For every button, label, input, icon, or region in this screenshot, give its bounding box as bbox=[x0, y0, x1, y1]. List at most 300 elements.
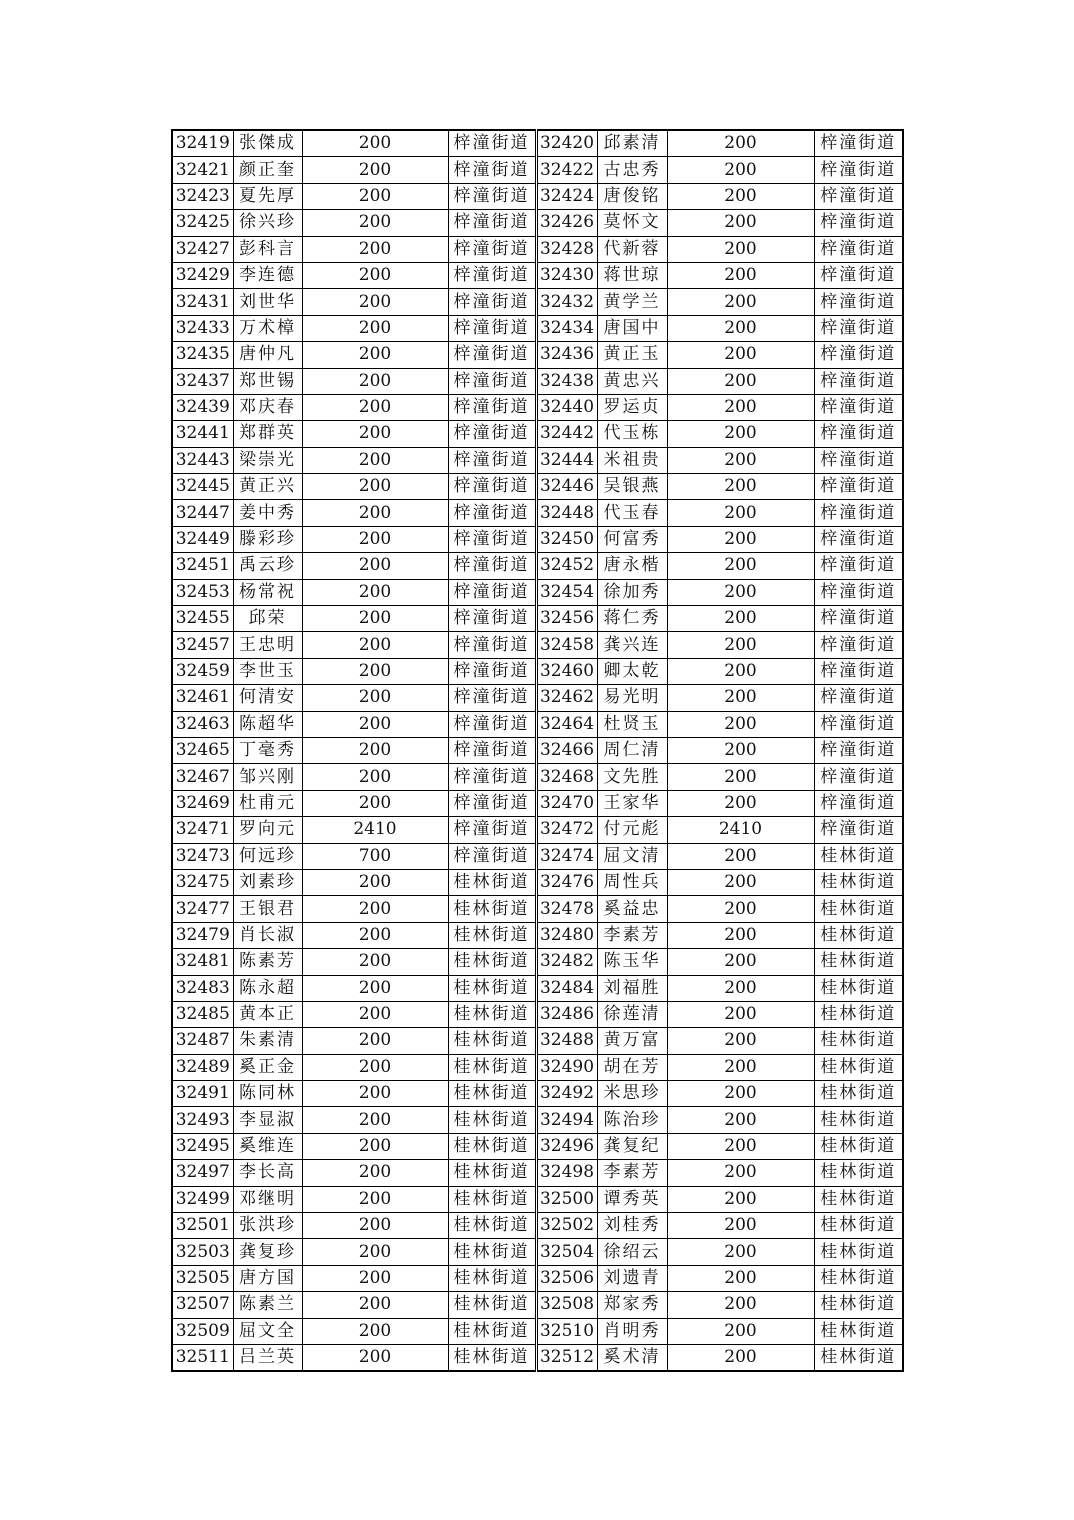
street-office-cell: 桂林街道 bbox=[448, 1054, 536, 1080]
amount-cell: 200 bbox=[667, 579, 814, 605]
table-row bbox=[172, 1265, 903, 1291]
person-name-cell: 滕彩珍 bbox=[233, 526, 302, 552]
person-name-cell: 黄正兴 bbox=[233, 474, 302, 500]
person-name-cell: 朱素清 bbox=[233, 1028, 302, 1054]
amount-cell: 200 bbox=[667, 975, 814, 1001]
amount-cell: 200 bbox=[302, 1344, 448, 1371]
street-office-cell: 梓潼街道 bbox=[448, 315, 536, 341]
person-name-cell: 李显淑 bbox=[233, 1107, 302, 1133]
street-office-cell: 梓潼街道 bbox=[448, 421, 536, 447]
person-name-cell: 奚术清 bbox=[597, 1344, 667, 1371]
amount-cell: 200 bbox=[302, 289, 448, 315]
table-row bbox=[172, 1344, 903, 1371]
record-id-cell: 32460 bbox=[536, 658, 597, 684]
amount-cell: 200 bbox=[667, 1081, 814, 1107]
amount-cell: 200 bbox=[302, 869, 448, 895]
table-row bbox=[172, 421, 903, 447]
person-name-cell: 米祖贵 bbox=[597, 447, 667, 473]
record-id-cell: 32423 bbox=[172, 183, 233, 209]
street-office-cell: 梓潼街道 bbox=[448, 658, 536, 684]
person-name-cell: 丁毫秀 bbox=[233, 737, 302, 763]
person-name-cell: 奚维连 bbox=[233, 1133, 302, 1159]
street-office-cell: 梓潼街道 bbox=[814, 817, 903, 843]
amount-cell: 200 bbox=[302, 1213, 448, 1239]
record-id-cell: 32486 bbox=[536, 1001, 597, 1027]
record-id-cell: 32506 bbox=[536, 1265, 597, 1291]
amount-cell: 200 bbox=[302, 157, 448, 183]
amount-cell: 200 bbox=[302, 922, 448, 948]
table-row bbox=[172, 579, 903, 605]
street-office-cell: 桂林街道 bbox=[814, 1344, 903, 1371]
table-row bbox=[172, 606, 903, 632]
person-name-cell: 邓继明 bbox=[233, 1186, 302, 1212]
record-id-cell: 32474 bbox=[536, 843, 597, 869]
amount-cell: 200 bbox=[667, 1054, 814, 1080]
street-office-cell: 梓潼街道 bbox=[448, 632, 536, 658]
person-name-cell: 文先胜 bbox=[597, 764, 667, 790]
record-id-cell: 32447 bbox=[172, 500, 233, 526]
record-id-cell: 32426 bbox=[536, 210, 597, 236]
record-id-cell: 32503 bbox=[172, 1239, 233, 1265]
person-name-cell: 罗向元 bbox=[233, 817, 302, 843]
table-row bbox=[172, 1213, 903, 1239]
amount-cell: 200 bbox=[302, 1292, 448, 1318]
street-office-cell: 梓潼街道 bbox=[448, 262, 536, 288]
amount-cell: 200 bbox=[667, 553, 814, 579]
amount-cell: 200 bbox=[667, 896, 814, 922]
amount-cell: 200 bbox=[667, 1028, 814, 1054]
record-id-cell: 32473 bbox=[172, 843, 233, 869]
person-name-cell: 唐永楷 bbox=[597, 553, 667, 579]
street-office-cell: 梓潼街道 bbox=[814, 526, 903, 552]
amount-cell: 200 bbox=[302, 1160, 448, 1186]
record-id-cell: 32465 bbox=[172, 737, 233, 763]
street-office-cell: 桂林街道 bbox=[448, 1107, 536, 1133]
person-name-cell: 古忠秀 bbox=[597, 157, 667, 183]
record-id-cell: 32489 bbox=[172, 1054, 233, 1080]
amount-cell: 200 bbox=[302, 711, 448, 737]
record-id-cell: 32454 bbox=[536, 579, 597, 605]
record-id-cell: 32500 bbox=[536, 1186, 597, 1212]
record-id-cell: 32488 bbox=[536, 1028, 597, 1054]
amount-cell: 200 bbox=[302, 236, 448, 262]
person-name-cell: 张洪珍 bbox=[233, 1213, 302, 1239]
street-office-cell: 桂林街道 bbox=[448, 1318, 536, 1344]
document-page bbox=[171, 129, 904, 1372]
record-id-cell: 32445 bbox=[172, 474, 233, 500]
amount-cell: 200 bbox=[302, 183, 448, 209]
record-id-cell: 32493 bbox=[172, 1107, 233, 1133]
street-office-cell: 桂林街道 bbox=[448, 1081, 536, 1107]
amount-cell: 200 bbox=[667, 526, 814, 552]
person-name-cell: 黄学兰 bbox=[597, 289, 667, 315]
amount-cell: 200 bbox=[667, 737, 814, 763]
person-name-cell: 代玉春 bbox=[597, 500, 667, 526]
amount-cell: 200 bbox=[302, 210, 448, 236]
record-id-cell: 32501 bbox=[172, 1213, 233, 1239]
record-id-cell: 32432 bbox=[536, 289, 597, 315]
street-office-cell: 桂林街道 bbox=[814, 1160, 903, 1186]
person-name-cell: 代玉栋 bbox=[597, 421, 667, 447]
person-name-cell: 何清安 bbox=[233, 685, 302, 711]
person-name-cell: 卿太乾 bbox=[597, 658, 667, 684]
person-name-cell: 邓庆春 bbox=[233, 394, 302, 420]
amount-cell: 200 bbox=[302, 368, 448, 394]
street-office-cell: 桂林街道 bbox=[448, 1292, 536, 1318]
street-office-cell: 桂林街道 bbox=[814, 1081, 903, 1107]
record-id-cell: 32469 bbox=[172, 790, 233, 816]
record-id-cell: 32436 bbox=[536, 342, 597, 368]
street-office-cell: 梓潼街道 bbox=[448, 130, 536, 157]
street-office-cell: 桂林街道 bbox=[814, 1292, 903, 1318]
street-office-cell: 梓潼街道 bbox=[814, 685, 903, 711]
person-name-cell: 刘福胜 bbox=[597, 975, 667, 1001]
record-id-cell: 32442 bbox=[536, 421, 597, 447]
person-name-cell: 肖长淑 bbox=[233, 922, 302, 948]
table-row bbox=[172, 1186, 903, 1212]
record-id-cell: 32510 bbox=[536, 1318, 597, 1344]
amount-cell: 200 bbox=[302, 130, 448, 157]
amount-cell: 200 bbox=[667, 183, 814, 209]
table-row bbox=[172, 632, 903, 658]
record-id-cell: 32478 bbox=[536, 896, 597, 922]
person-name-cell: 颜正奎 bbox=[233, 157, 302, 183]
street-office-cell: 桂林街道 bbox=[448, 1133, 536, 1159]
street-office-cell: 桂林街道 bbox=[448, 1239, 536, 1265]
record-id-cell: 32494 bbox=[536, 1107, 597, 1133]
person-name-cell: 陈玉华 bbox=[597, 949, 667, 975]
amount-cell: 200 bbox=[667, 843, 814, 869]
amount-cell: 200 bbox=[302, 896, 448, 922]
table-row bbox=[172, 289, 903, 315]
record-id-cell: 32439 bbox=[172, 394, 233, 420]
street-office-cell: 桂林街道 bbox=[448, 1028, 536, 1054]
record-id-cell: 32425 bbox=[172, 210, 233, 236]
person-name-cell: 肖明秀 bbox=[597, 1318, 667, 1344]
street-office-cell: 桂林街道 bbox=[814, 1028, 903, 1054]
record-id-cell: 32496 bbox=[536, 1133, 597, 1159]
amount-cell: 200 bbox=[302, 553, 448, 579]
person-name-cell: 郑家秀 bbox=[597, 1292, 667, 1318]
amount-cell: 200 bbox=[667, 1213, 814, 1239]
person-name-cell: 陈同林 bbox=[233, 1081, 302, 1107]
amount-cell: 200 bbox=[302, 949, 448, 975]
person-name-cell: 黄本正 bbox=[233, 1001, 302, 1027]
record-id-cell: 32468 bbox=[536, 764, 597, 790]
table-row bbox=[172, 553, 903, 579]
person-name-cell: 陈素芳 bbox=[233, 949, 302, 975]
person-name-cell: 李世玉 bbox=[233, 658, 302, 684]
amount-cell: 200 bbox=[667, 368, 814, 394]
amount-cell: 200 bbox=[302, 737, 448, 763]
street-office-cell: 桂林街道 bbox=[814, 1133, 903, 1159]
amount-cell: 200 bbox=[302, 1028, 448, 1054]
person-name-cell: 刘素珍 bbox=[233, 869, 302, 895]
record-id-cell: 32441 bbox=[172, 421, 233, 447]
person-name-cell: 陈素兰 bbox=[233, 1292, 302, 1318]
record-id-cell: 32498 bbox=[536, 1160, 597, 1186]
record-id-cell: 32463 bbox=[172, 711, 233, 737]
amount-cell: 200 bbox=[667, 262, 814, 288]
amount-cell: 200 bbox=[302, 526, 448, 552]
amount-cell: 200 bbox=[667, 1292, 814, 1318]
record-id-cell: 32443 bbox=[172, 447, 233, 473]
table-row bbox=[172, 500, 903, 526]
street-office-cell: 梓潼街道 bbox=[448, 685, 536, 711]
record-id-cell: 32464 bbox=[536, 711, 597, 737]
record-id-cell: 32427 bbox=[172, 236, 233, 262]
street-office-cell: 梓潼街道 bbox=[814, 183, 903, 209]
amount-cell: 200 bbox=[667, 157, 814, 183]
amount-cell: 200 bbox=[667, 606, 814, 632]
person-name-cell: 陈超华 bbox=[233, 711, 302, 737]
table-row bbox=[172, 685, 903, 711]
table-row bbox=[172, 157, 903, 183]
amount-cell: 200 bbox=[667, 447, 814, 473]
street-office-cell: 梓潼街道 bbox=[814, 764, 903, 790]
amount-cell: 200 bbox=[302, 606, 448, 632]
record-id-cell: 32476 bbox=[536, 869, 597, 895]
person-name-cell: 徐绍云 bbox=[597, 1239, 667, 1265]
person-name-cell: 唐国中 bbox=[597, 315, 667, 341]
street-office-cell: 桂林街道 bbox=[814, 1239, 903, 1265]
person-name-cell: 杜甫元 bbox=[233, 790, 302, 816]
street-office-cell: 梓潼街道 bbox=[448, 606, 536, 632]
record-id-cell: 32455 bbox=[172, 606, 233, 632]
street-office-cell: 梓潼街道 bbox=[448, 526, 536, 552]
person-name-cell: 莫怀文 bbox=[597, 210, 667, 236]
person-name-cell: 徐加秀 bbox=[597, 579, 667, 605]
amount-cell: 200 bbox=[302, 1081, 448, 1107]
street-office-cell: 梓潼街道 bbox=[448, 342, 536, 368]
table-row bbox=[172, 474, 903, 500]
table-row bbox=[172, 1107, 903, 1133]
table-row bbox=[172, 658, 903, 684]
person-name-cell: 刘世华 bbox=[233, 289, 302, 315]
amount-cell: 200 bbox=[302, 474, 448, 500]
street-office-cell: 梓潼街道 bbox=[814, 658, 903, 684]
amount-cell: 200 bbox=[667, 790, 814, 816]
street-office-cell: 梓潼街道 bbox=[814, 606, 903, 632]
table-row bbox=[172, 1292, 903, 1318]
person-name-cell: 龚复纪 bbox=[597, 1133, 667, 1159]
amount-cell: 200 bbox=[302, 447, 448, 473]
record-id-cell: 32431 bbox=[172, 289, 233, 315]
amount-cell: 200 bbox=[302, 1318, 448, 1344]
record-id-cell: 32499 bbox=[172, 1186, 233, 1212]
record-id-cell: 32480 bbox=[536, 922, 597, 948]
street-office-cell: 桂林街道 bbox=[814, 975, 903, 1001]
record-id-cell: 32450 bbox=[536, 526, 597, 552]
amount-cell: 200 bbox=[667, 315, 814, 341]
person-name-cell: 吕兰英 bbox=[233, 1344, 302, 1371]
record-id-cell: 32487 bbox=[172, 1028, 233, 1054]
amount-cell: 200 bbox=[302, 1001, 448, 1027]
record-id-cell: 32505 bbox=[172, 1265, 233, 1291]
amount-cell: 200 bbox=[667, 342, 814, 368]
street-office-cell: 桂林街道 bbox=[448, 1001, 536, 1027]
amount-cell: 200 bbox=[302, 421, 448, 447]
amount-cell: 2410 bbox=[302, 817, 448, 843]
street-office-cell: 梓潼街道 bbox=[814, 157, 903, 183]
amount-cell: 200 bbox=[667, 1239, 814, 1265]
table-row bbox=[172, 817, 903, 843]
street-office-cell: 桂林街道 bbox=[448, 869, 536, 895]
amount-cell: 200 bbox=[302, 975, 448, 1001]
street-office-cell: 梓潼街道 bbox=[814, 130, 903, 157]
person-name-cell: 蒋仁秀 bbox=[597, 606, 667, 632]
amount-cell: 200 bbox=[667, 711, 814, 737]
street-office-cell: 桂林街道 bbox=[814, 949, 903, 975]
street-office-cell: 桂林街道 bbox=[814, 1318, 903, 1344]
record-id-cell: 32444 bbox=[536, 447, 597, 473]
person-name-cell: 王家华 bbox=[597, 790, 667, 816]
person-name-cell: 刘遗青 bbox=[597, 1265, 667, 1291]
person-name-cell: 付元彪 bbox=[597, 817, 667, 843]
amount-cell: 200 bbox=[302, 1265, 448, 1291]
record-id-cell: 32456 bbox=[536, 606, 597, 632]
table-row bbox=[172, 210, 903, 236]
amount-cell: 200 bbox=[302, 500, 448, 526]
record-id-cell: 32458 bbox=[536, 632, 597, 658]
person-name-cell: 杨常祝 bbox=[233, 579, 302, 605]
street-office-cell: 桂林街道 bbox=[814, 1054, 903, 1080]
person-name-cell: 李素芳 bbox=[597, 1160, 667, 1186]
table-row bbox=[172, 843, 903, 869]
table-row bbox=[172, 922, 903, 948]
street-office-cell: 梓潼街道 bbox=[448, 447, 536, 473]
amount-cell: 200 bbox=[667, 1160, 814, 1186]
table-row bbox=[172, 1160, 903, 1186]
amount-cell: 200 bbox=[667, 685, 814, 711]
street-office-cell: 梓潼街道 bbox=[448, 210, 536, 236]
record-id-cell: 32433 bbox=[172, 315, 233, 341]
record-id-cell: 32462 bbox=[536, 685, 597, 711]
person-name-cell: 邹兴刚 bbox=[233, 764, 302, 790]
table-row bbox=[172, 711, 903, 737]
record-id-cell: 32467 bbox=[172, 764, 233, 790]
person-name-cell: 王忠明 bbox=[233, 632, 302, 658]
record-id-cell: 32422 bbox=[536, 157, 597, 183]
amount-cell: 200 bbox=[302, 342, 448, 368]
street-office-cell: 梓潼街道 bbox=[448, 183, 536, 209]
person-name-cell: 代新蓉 bbox=[597, 236, 667, 262]
amount-cell: 2410 bbox=[667, 817, 814, 843]
street-office-cell: 梓潼街道 bbox=[448, 843, 536, 869]
amount-cell: 200 bbox=[302, 579, 448, 605]
record-id-cell: 32449 bbox=[172, 526, 233, 552]
record-id-cell: 32491 bbox=[172, 1081, 233, 1107]
person-name-cell: 周性兵 bbox=[597, 869, 667, 895]
record-id-cell: 32453 bbox=[172, 579, 233, 605]
amount-cell: 200 bbox=[667, 394, 814, 420]
person-name-cell: 张傑成 bbox=[233, 130, 302, 157]
record-id-cell: 32509 bbox=[172, 1318, 233, 1344]
table-row bbox=[172, 1239, 903, 1265]
record-id-cell: 32485 bbox=[172, 1001, 233, 1027]
street-office-cell: 桂林街道 bbox=[814, 1107, 903, 1133]
person-name-cell: 梁崇光 bbox=[233, 447, 302, 473]
person-name-cell: 胡在芳 bbox=[597, 1054, 667, 1080]
amount-cell: 200 bbox=[302, 1133, 448, 1159]
amount-cell: 200 bbox=[667, 1318, 814, 1344]
amount-cell: 700 bbox=[302, 843, 448, 869]
person-name-cell: 易光明 bbox=[597, 685, 667, 711]
street-office-cell: 梓潼街道 bbox=[448, 711, 536, 737]
record-id-cell: 32429 bbox=[172, 262, 233, 288]
person-name-cell: 徐兴珍 bbox=[233, 210, 302, 236]
person-name-cell: 李长高 bbox=[233, 1160, 302, 1186]
amount-cell: 200 bbox=[667, 130, 814, 157]
table-row bbox=[172, 262, 903, 288]
street-office-cell: 桂林街道 bbox=[814, 843, 903, 869]
street-office-cell: 桂林街道 bbox=[448, 1344, 536, 1371]
amount-cell: 200 bbox=[667, 1265, 814, 1291]
street-office-cell: 梓潼街道 bbox=[448, 764, 536, 790]
street-office-cell: 梓潼街道 bbox=[814, 342, 903, 368]
person-name-cell: 万术樟 bbox=[233, 315, 302, 341]
record-id-cell: 32479 bbox=[172, 922, 233, 948]
record-id-cell: 32477 bbox=[172, 896, 233, 922]
street-office-cell: 桂林街道 bbox=[814, 1001, 903, 1027]
record-id-cell: 32461 bbox=[172, 685, 233, 711]
record-id-cell: 32483 bbox=[172, 975, 233, 1001]
amount-cell: 200 bbox=[302, 394, 448, 420]
street-office-cell: 梓潼街道 bbox=[814, 236, 903, 262]
amount-cell: 200 bbox=[667, 474, 814, 500]
person-name-cell: 屈文全 bbox=[233, 1318, 302, 1344]
table-row bbox=[172, 764, 903, 790]
street-office-cell: 桂林街道 bbox=[814, 1213, 903, 1239]
table-row bbox=[172, 236, 903, 262]
record-id-cell: 32492 bbox=[536, 1081, 597, 1107]
street-office-cell: 桂林街道 bbox=[448, 922, 536, 948]
record-id-cell: 32512 bbox=[536, 1344, 597, 1371]
person-name-cell: 米思珍 bbox=[597, 1081, 667, 1107]
record-id-cell: 32504 bbox=[536, 1239, 597, 1265]
street-office-cell: 梓潼街道 bbox=[448, 790, 536, 816]
person-name-cell: 唐仲凡 bbox=[233, 342, 302, 368]
street-office-cell: 桂林街道 bbox=[814, 1186, 903, 1212]
record-id-cell: 32470 bbox=[536, 790, 597, 816]
record-id-cell: 32437 bbox=[172, 368, 233, 394]
person-name-cell: 李素芳 bbox=[597, 922, 667, 948]
record-id-cell: 32511 bbox=[172, 1344, 233, 1371]
person-name-cell: 郑世锡 bbox=[233, 368, 302, 394]
street-office-cell: 梓潼街道 bbox=[814, 315, 903, 341]
person-name-cell: 何远珍 bbox=[233, 843, 302, 869]
record-id-cell: 32508 bbox=[536, 1292, 597, 1318]
table-row bbox=[172, 368, 903, 394]
street-office-cell: 梓潼街道 bbox=[448, 236, 536, 262]
record-id-cell: 32419 bbox=[172, 130, 233, 157]
street-office-cell: 桂林街道 bbox=[448, 1213, 536, 1239]
street-office-cell: 桂林街道 bbox=[448, 1265, 536, 1291]
amount-cell: 200 bbox=[667, 949, 814, 975]
street-office-cell: 梓潼街道 bbox=[814, 711, 903, 737]
table-row bbox=[172, 949, 903, 975]
table-row bbox=[172, 526, 903, 552]
amount-cell: 200 bbox=[302, 632, 448, 658]
amount-cell: 200 bbox=[667, 421, 814, 447]
street-office-cell: 梓潼街道 bbox=[814, 790, 903, 816]
street-office-cell: 梓潼街道 bbox=[814, 553, 903, 579]
amount-cell: 200 bbox=[667, 289, 814, 315]
person-name-cell: 彭科言 bbox=[233, 236, 302, 262]
table-row bbox=[172, 1081, 903, 1107]
record-id-cell: 32420 bbox=[536, 130, 597, 157]
amount-cell: 200 bbox=[667, 1133, 814, 1159]
